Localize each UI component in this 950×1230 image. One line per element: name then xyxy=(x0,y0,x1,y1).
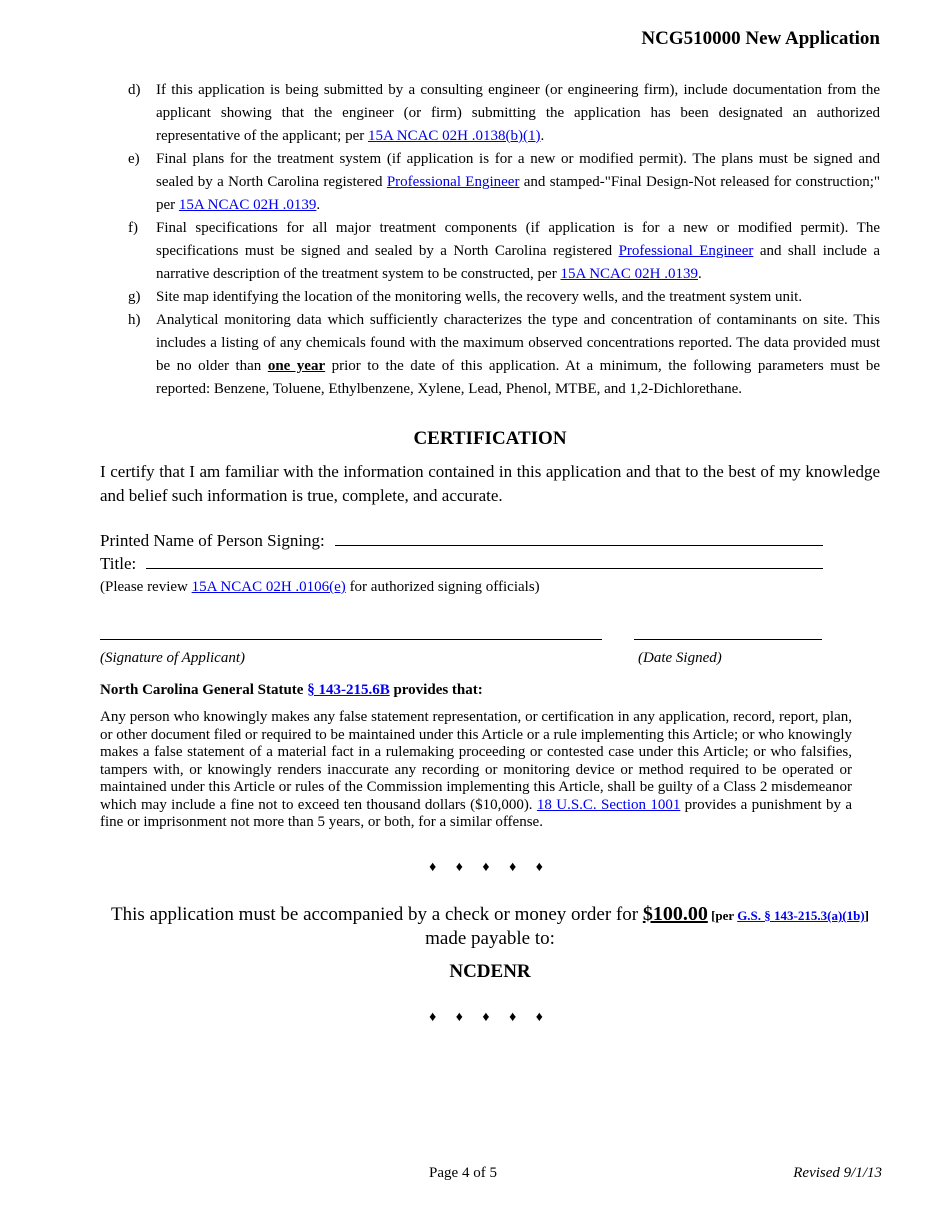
list-item xyxy=(128,309,880,401)
document-title: NCG510000 New Application xyxy=(641,28,880,49)
printed-name-input-line[interactable] xyxy=(335,531,823,546)
list-item-text xyxy=(156,309,880,401)
statute-heading-suffix: provides that: xyxy=(389,682,483,698)
item-e-text: Final plans for the treatment system (if application is for a new or modified permit). The plans must be signed and sealed by a North Carolina registered xyxy=(156,151,880,190)
date-signed-caption: (Date Signed) xyxy=(638,650,722,666)
list-item-text xyxy=(156,217,880,286)
certification-heading: CERTIFICATION xyxy=(413,428,567,449)
link-professional-engineer[interactable]: Professional Engineer xyxy=(618,243,754,259)
diamond-separator: ♦ ♦ ♦ ♦ ♦ xyxy=(429,1010,551,1025)
list-item-text xyxy=(156,79,880,148)
title-field xyxy=(100,554,823,574)
item-h-text: Analytical monitoring data which sufficiently characterizes the type and concentration of contaminants on site. This includes a listing of any chemicals found with the maximum observed concentrations reported. The data provided must be no older than xyxy=(156,312,880,374)
review-note xyxy=(100,579,540,596)
link-15a-ncac-0138[interactable]: 15A NCAC 02H .0138(b)(1) xyxy=(368,128,541,144)
signature-line[interactable] xyxy=(100,639,602,640)
list-item-label: e) xyxy=(128,151,140,167)
fee-citation-open: [per xyxy=(707,908,738,923)
list-item-text: Site map identifying the location of the monitoring wells, the recovery wells, and the treatment system unit. xyxy=(156,289,803,305)
revision-date: Revised 9/1/13 xyxy=(793,1165,882,1181)
fee-citation-close: ] xyxy=(864,908,869,923)
review-prefix: (Please review xyxy=(100,579,192,595)
signature-caption: (Signature of Applicant) xyxy=(100,650,245,666)
printed-name-field xyxy=(100,531,823,551)
statute-heading xyxy=(100,682,483,699)
list-item-label: d) xyxy=(128,82,141,98)
item-d-end: . xyxy=(540,128,545,144)
list-item-label: f) xyxy=(128,220,138,236)
item-f-end: . xyxy=(697,266,702,282)
title-label: Title: xyxy=(100,554,137,573)
fee-prefix: This application must be accompanied by a check or money order for xyxy=(110,904,643,925)
payee-name: NCDENR xyxy=(449,961,531,982)
link-gs-143-215-6b[interactable]: § 143-215.6B xyxy=(307,682,390,698)
statute-text-a: Any person who knowingly makes any false statement representation, or certification in any application, record, report, plan, or other document filed or required to be maintained under this Article or a rule implementing this Article; or who knowingly makes a false statement of a material fact in a rulemaking proceeding or contested case under this Article; or who falsifies, tampers with, or knowingly renders inaccurate any recording or monitoring device or method required to be operated or maintained under this Article or rules of the Commission implementing this Article, shall be guilty of a Class 2 misdemeanor which may include a fine not to exceed ten thousand dollars ($10,000). xyxy=(100,709,852,813)
list-item-label: h) xyxy=(128,312,141,328)
fee-notice xyxy=(0,903,950,950)
link-gs-143-215-3[interactable]: G.S. § 143-215.3(a)(1b) xyxy=(737,908,865,923)
item-d-text: If this application is being submitted by a consulting engineer (or engineering firm), include documentation from the applicant showing that the engineer (or firm) submitting the application has been designated an authorized representative of the applicant; per xyxy=(156,82,880,144)
link-15a-ncac-0139[interactable]: 15A NCAC 02H .0139 xyxy=(178,197,317,213)
link-professional-engineer[interactable]: Professional Engineer xyxy=(386,174,520,190)
requirements-list xyxy=(128,79,880,401)
review-suffix: for authorized signing officials) xyxy=(345,579,540,595)
statute-heading-prefix: North Carolina General Statute xyxy=(100,682,308,698)
emphasis-one-year: one year xyxy=(267,358,326,374)
list-item xyxy=(128,286,880,309)
diamond-separator: ♦ ♦ ♦ ♦ ♦ xyxy=(429,860,551,875)
link-15a-ncac-0106e[interactable]: 15A NCAC 02H .0106(e) xyxy=(191,579,346,595)
list-item-label: g) xyxy=(128,289,141,305)
item-e-text-b: and stamped-"Final Design-Not released for construction;" per xyxy=(156,174,881,213)
item-f-text-b: and shall include a narrative description of the treatment system to be constructed, per xyxy=(156,243,880,282)
statute-text xyxy=(100,709,852,832)
link-18-usc-1001[interactable]: 18 U.S.C. Section 1001 xyxy=(536,796,681,813)
fee-payable-to: made payable to: xyxy=(425,928,555,949)
link-15a-ncac-0139[interactable]: 15A NCAC 02H .0139 xyxy=(560,266,698,282)
fee-amount: $100.00 xyxy=(642,903,708,925)
item-e-end: . xyxy=(316,197,321,213)
page-number: Page 4 of 5 xyxy=(429,1165,497,1181)
item-h-text-b: prior to the date of this application. At a minimum, the following parameters must be reported: Benzene, Toluene, Ethylbenzene, Xylene, Lead, Phenol, MTBE, and 1,2-Dichlorethane. xyxy=(156,358,881,397)
list-item xyxy=(128,148,880,217)
statute-text-b: provides a punishment by a fine or imprisonment not more than 5 years, or both, for a similar offense. xyxy=(100,796,852,830)
item-f-text: Final specifications for all major treatment components (if application is for a new or modified permit). The specifications must be signed and sealed by a North Carolina registered xyxy=(156,220,880,259)
printed-name-label: Printed Name of Person Signing: xyxy=(100,531,325,550)
title-input-line[interactable] xyxy=(146,554,823,569)
fee-citation xyxy=(708,908,869,923)
list-item xyxy=(128,79,880,148)
certification-statement: I certify that I am familiar with the information contained in this application and that to the best of my knowledge and belief such information is true, complete, and accurate. xyxy=(100,462,880,505)
list-item-text xyxy=(156,148,880,217)
list-item xyxy=(128,217,880,286)
date-signed-line[interactable] xyxy=(634,639,822,640)
